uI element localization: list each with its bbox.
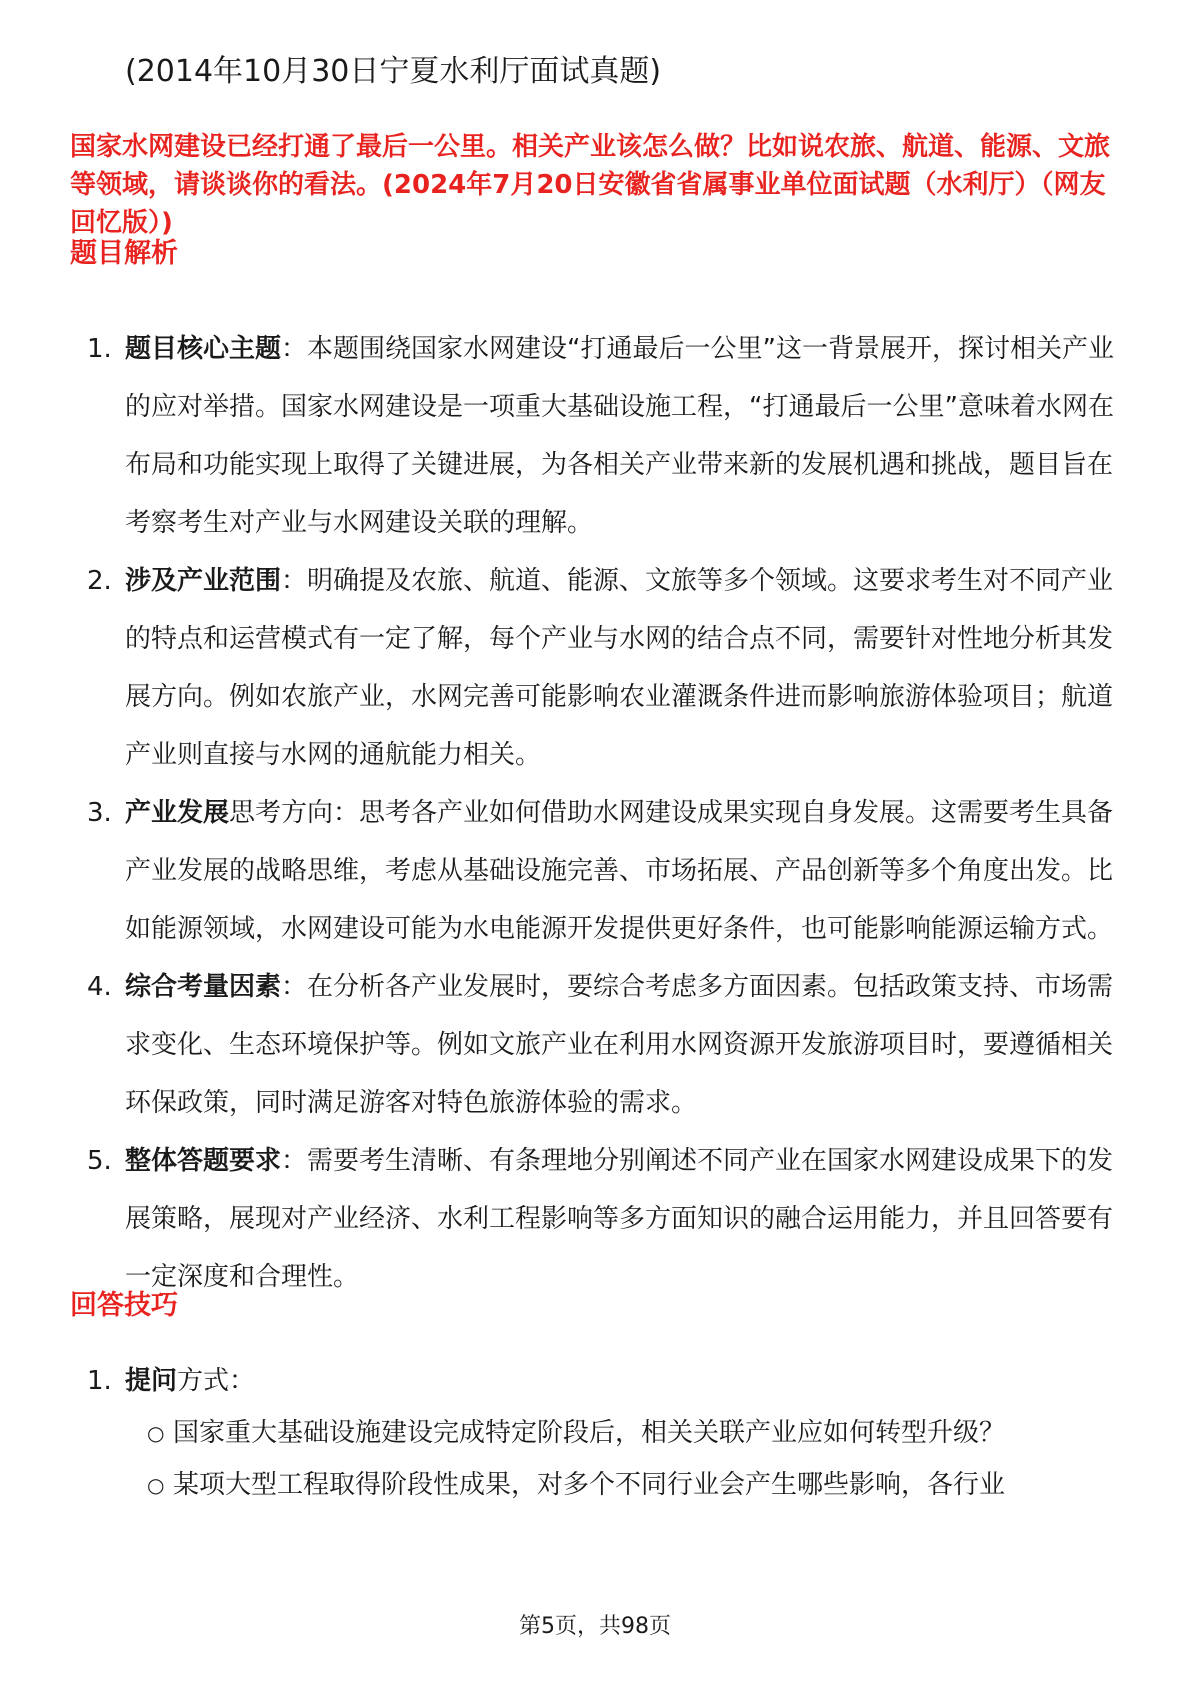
tips-heading: 回答技巧	[70, 1290, 178, 1321]
item-title-rest: 方式：	[177, 1366, 256, 1396]
item-text: ：在分析各产业发展时，要综合考虑多方面因素。包括政策支持、市场需求变化、生态环境保护等。例如文旅产业在利用水网资源开发旅游项目时，要遵循相关环保政策，同时满足游客对特色旅游体验的需求。	[125, 972, 1114, 1118]
sub-item-text: 某项大型工程取得阶段性成果，对多个不同行业会产生哪些影响，各行业	[173, 1470, 1006, 1500]
sub-list-item	[125, 1407, 1130, 1459]
analysis-item	[70, 784, 1130, 958]
hollow-bullet-icon: ○	[147, 1421, 165, 1445]
tips-item	[70, 1355, 1130, 1511]
item-text: ：需要考生清晰、有条理地分别阐述不同产业在国家水网建设成果下的发展策略，展现对产业经济、水利工程影响等多方面知识的融合运用能力，并且回答要有一定深度和合理性。	[125, 1146, 1114, 1292]
sub-list	[125, 1407, 1130, 1511]
item-number: 1.	[87, 334, 112, 364]
sub-item-text: 国家重大基础设施建设完成特定阶段后，相关关联产业应如何转型升级？	[173, 1418, 1006, 1448]
page-number: 第5页，共98页	[519, 1614, 671, 1639]
hollow-bullet-icon: ○	[147, 1473, 165, 1497]
sub-list-item	[125, 1459, 1130, 1511]
item-number: 2.	[87, 566, 112, 596]
analysis-item	[70, 320, 1130, 552]
item-text: ：明确提及农旅、航道、能源、文旅等多个领域。这要求考生对不同产业的特点和运营模式有一定了解，每个产业与水网的结合点不同，需要针对性地分析其发展方向。例如农旅产业，水网完善可能影响农业灌溉条件进而影响旅游体验项目；航道产业则直接与水网的通航能力相关。	[125, 566, 1114, 770]
item-text: ：思考各产业如何借助水网建设成果实现自身发展。这需要考生具备产业发展的战略思维，考虑从基础设施完善、市场拓展、产品创新等多个角度出发。比如能源领域，水网建设可能为水电能源开发提供更好条件，也可能影响能源运输方式。	[125, 798, 1114, 944]
item-title: 题目核心主题	[125, 334, 282, 364]
question-text: 国家水网建设已经打通了最后一公里。相关产业该怎么做？比如说农旅、航道、能源、文旅等领域，请谈谈你的看法。(2024年7月20日安徽省省属事业单位面试题（水利厅）（网友回忆版）)	[70, 132, 1111, 238]
item-title: 提问	[125, 1366, 178, 1396]
item-number: 1.	[87, 1366, 112, 1396]
tips-list	[70, 1355, 1130, 1511]
item-title-rest: 思考方向	[229, 798, 334, 828]
item-number: 5.	[87, 1146, 112, 1176]
item-number: 3.	[87, 798, 112, 828]
source-title: (2014年10月30日宁夏水利厅面试真题)	[125, 54, 662, 89]
analysis-item	[70, 958, 1130, 1132]
analysis-item	[70, 552, 1130, 784]
item-number: 4.	[87, 972, 112, 1002]
analysis-item	[70, 1132, 1130, 1306]
item-text: ：本题围绕国家水网建设“打通最后一公里”这一背景展开，探讨相关产业的应对举措。国家水网建设是一项重大基础设施工程，“打通最后一公里”意味着水网在布局和功能实现上取得了关键进展，为各相关产业带来新的发展机遇和挑战，题目旨在考察考生对产业与水网建设关联的理解。	[125, 334, 1114, 538]
analysis-heading: 题目解析	[70, 238, 178, 269]
item-title: 产业发展	[125, 798, 230, 828]
item-title: 综合考量因素	[125, 972, 282, 1002]
analysis-list	[70, 320, 1130, 1306]
item-title: 涉及产业范围	[125, 566, 282, 596]
item-title: 整体答题要求	[125, 1146, 282, 1176]
